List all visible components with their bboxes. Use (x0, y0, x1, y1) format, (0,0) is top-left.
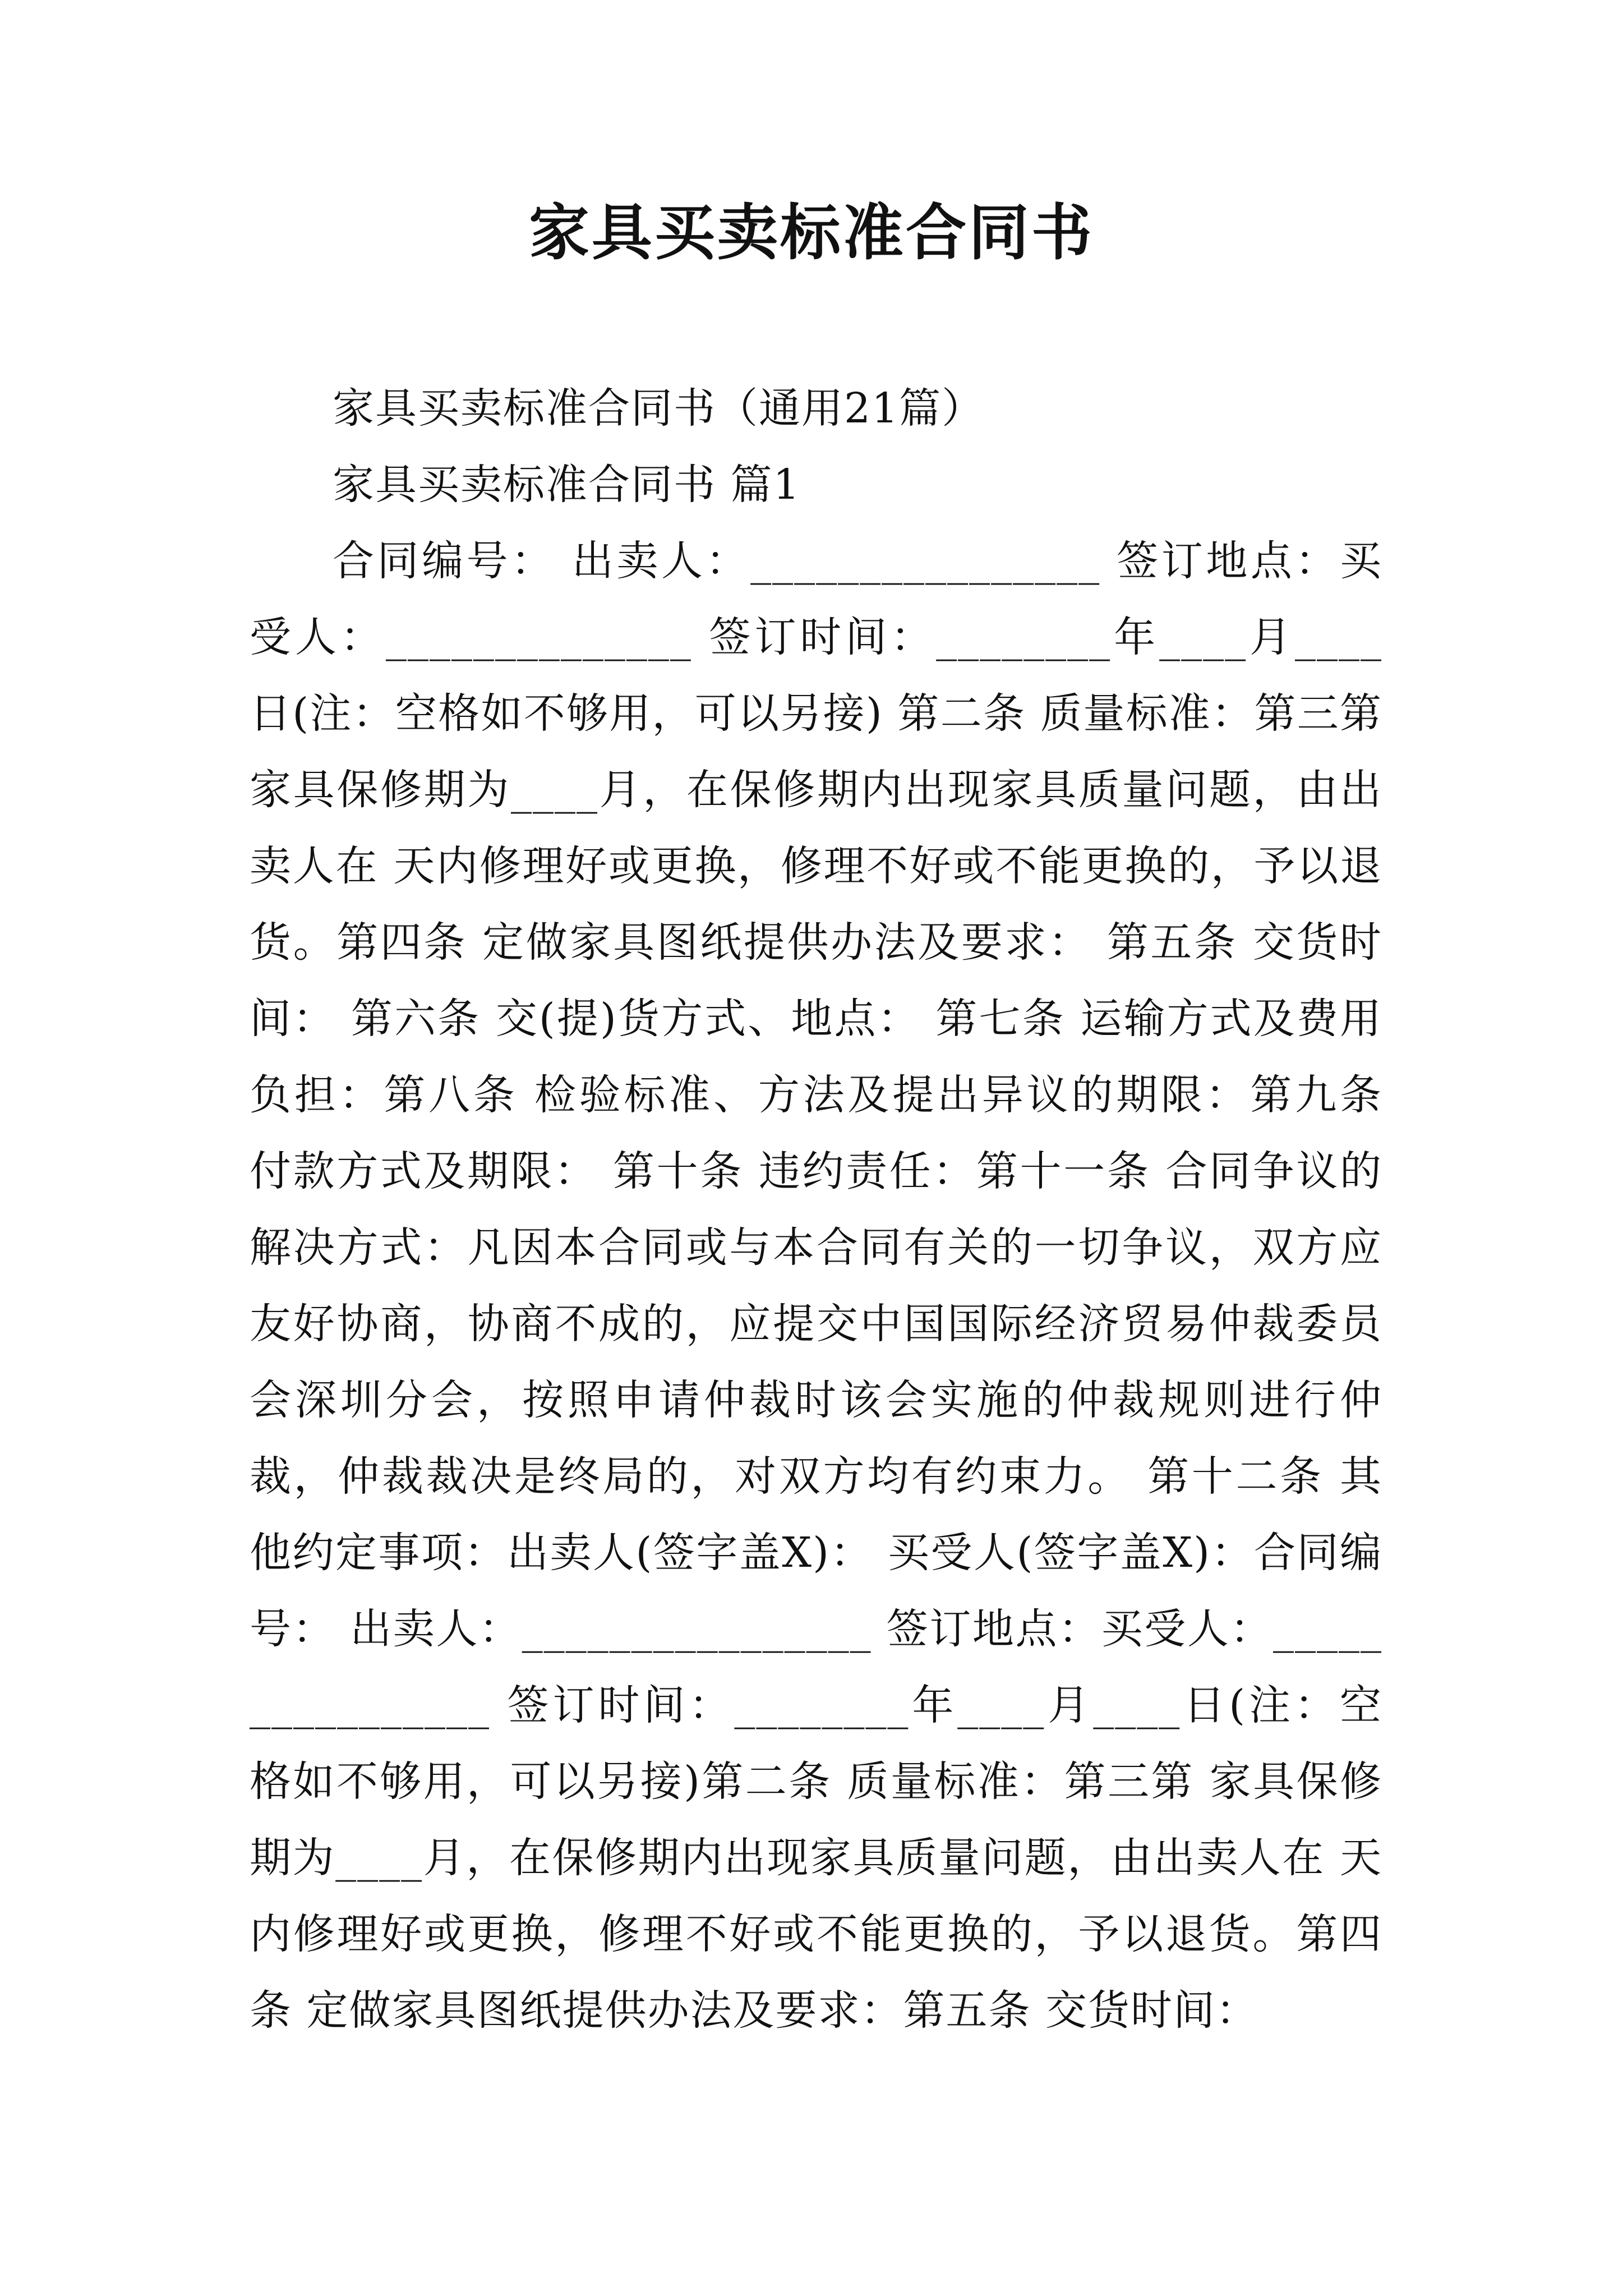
contract-text: 合同编号： 出卖人：________________ 签订地点：买受人：______________ 签订时间：________年____月____日(注：空格如不够用，可以另接) 第二条 质量标准：第三第 家具保修期为____月，在保修期内出现家具质量问题，由出卖人在 天内修理好或更换，修理不好或不能更换的，予以退货。第四条 定做家具图纸提供办法及要求： 第五条 交货时间： 第六条 交(提)货方式、地点： 第七条 运输方式及费用负担：第八条 检验标准、方法及提出异议的期限：第九条 付款方式及期限： 第十条 违约责任：第十一条 合同争议的解决方式：凡因本合同或与本合同有关的一切争议，双方应友好协商，协商不成的，应提交中国国际经济贸易仲裁委员会深圳分会，按照申请仲裁时该会实施的仲裁规则进行仲裁，仲裁裁决是终局的，对双方均有约束力。 第十二条 其他约定事项：出卖人(签字盖X)： 买受人(签字盖X)：合同编号： 出卖人：________________ 签订地点：买受人：________________ 签订时间：________年____月____日(注：空格如不够用，可以另接)第二条 质量标准：第三第 家具保修期为____月，在保修期内出现家具质量问题，由出卖人在 天内修理好或更换，修理不好或不能更换的，予以退货。第四条 定做家具图纸提供办法及要求：第五条 交货时间： (250, 537, 1382, 2035)
section-heading: 家具买卖标准合同书 篇1 (333, 461, 801, 509)
document-subtitle: 家具买卖标准合同书（通用21篇） (333, 384, 985, 432)
document-body (250, 370, 1382, 2049)
document-title: 家具买卖标准合同书 (528, 197, 1094, 268)
